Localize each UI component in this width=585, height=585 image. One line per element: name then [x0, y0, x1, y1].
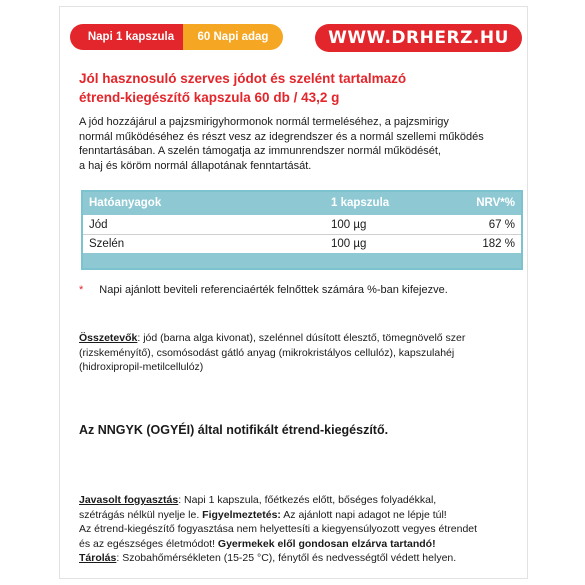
usage-line4a: és az egészséges életmódot!: [79, 537, 218, 550]
ingredients-line1: : jód (barna alga kivonat), szelénnel dúsított élesztő, tömegnövelő szer: [137, 332, 466, 344]
daily-capsule-badge: [70, 24, 192, 50]
row-amount: 100 µg: [331, 219, 367, 231]
table-header: [83, 192, 521, 215]
product-description: [79, 115, 519, 173]
header-active-ingredients: Hatóanyagok: [89, 197, 162, 209]
ingredients-label: Összetevők: [79, 332, 138, 344]
table-row: [83, 217, 521, 235]
row-ingredient: Jód: [89, 219, 108, 231]
description-line2: normál működéséhez és részt vesz az idegrendszer és a normál szellemi működés: [79, 130, 484, 143]
storage-label: Tárolás: [79, 552, 117, 564]
footnote-text: Napi ajánlott beviteli referenciaérték felnőttek számára %-ban kifejezve.: [99, 284, 448, 296]
daily-capsule-text: Napi 1 kapszula: [87, 31, 175, 43]
daily-doses-badge: [183, 24, 283, 50]
warning-text: Az ajánlott napi adagot ne lépje túl!: [280, 508, 447, 521]
description-line3: fenntartásában. A szelén támogatja az immunrendszer normál működését,: [79, 145, 441, 157]
header-nrv: NRV*%: [476, 197, 515, 209]
product-label: [59, 6, 528, 579]
ingredients-section: [79, 331, 519, 375]
usage-section: [79, 493, 519, 566]
table-footer-bar: [83, 253, 521, 268]
description-line1: A jód hozzájárul a pajzsmirigyhormonok normál termeléséhez, a pajzsmirigy: [79, 116, 449, 128]
warning-label: Figyelmeztetés:: [202, 508, 281, 521]
product-title-line2: étrend-kiegészítő kapszula 60 db / 43,2 g: [79, 90, 340, 105]
ingredients-line2: (rizskeményítő), csomósodást gátló anyag (mikrokristályos cellulóz), kapszulahéj: [79, 346, 455, 359]
storage-text: : Szobahőmérsékleten (15-25 °C), fénytől és nedvességtől védett helyen.: [116, 552, 457, 564]
ingredients-line3: (hidroxipropil-metilcellulóz): [79, 361, 204, 373]
website-badge: [315, 24, 522, 52]
notification-statement: Az NNGYK (OGYÉI) által notifikált étrend-kiegészítő.: [79, 423, 389, 437]
product-title: [79, 69, 519, 107]
footnote-star: *: [79, 284, 84, 296]
description-line4: a haj és köröm normál állapotának fenntartását.: [79, 159, 312, 172]
website-text: WWW.DRHERZ.HU: [328, 28, 509, 48]
usage-label: Javasolt fogyasztás: [79, 494, 179, 506]
row-nrv: 67 %: [488, 219, 515, 231]
row-nrv: 182 %: [482, 238, 515, 250]
daily-doses-text: 60 Napi adag: [197, 31, 269, 43]
header-per-capsule: 1 kapszula: [331, 197, 390, 209]
children-warning: Gyermekek elől gondosan elzárva tartandó!: [217, 537, 436, 550]
usage-text2: szétrágás nélkül nyelje le.: [79, 508, 203, 521]
nutrition-table: [81, 190, 523, 270]
table-row: [83, 236, 521, 254]
usage-line3: Az étrend-kiegészítő fogyasztása nem helyettesíti a kiegyensúlyozott vegyes étrendet: [79, 523, 478, 535]
row-amount: 100 µg: [331, 238, 367, 250]
usage-text1: : Napi 1 kapszula, főétkezés előtt, bőséges folyadékkal,: [178, 494, 437, 506]
nrv-footnote: [79, 283, 519, 297]
row-ingredient: Szelén: [89, 238, 125, 250]
product-title-line1: Jól hasznosuló szerves jódot és szelént tartalmazó: [79, 71, 407, 86]
